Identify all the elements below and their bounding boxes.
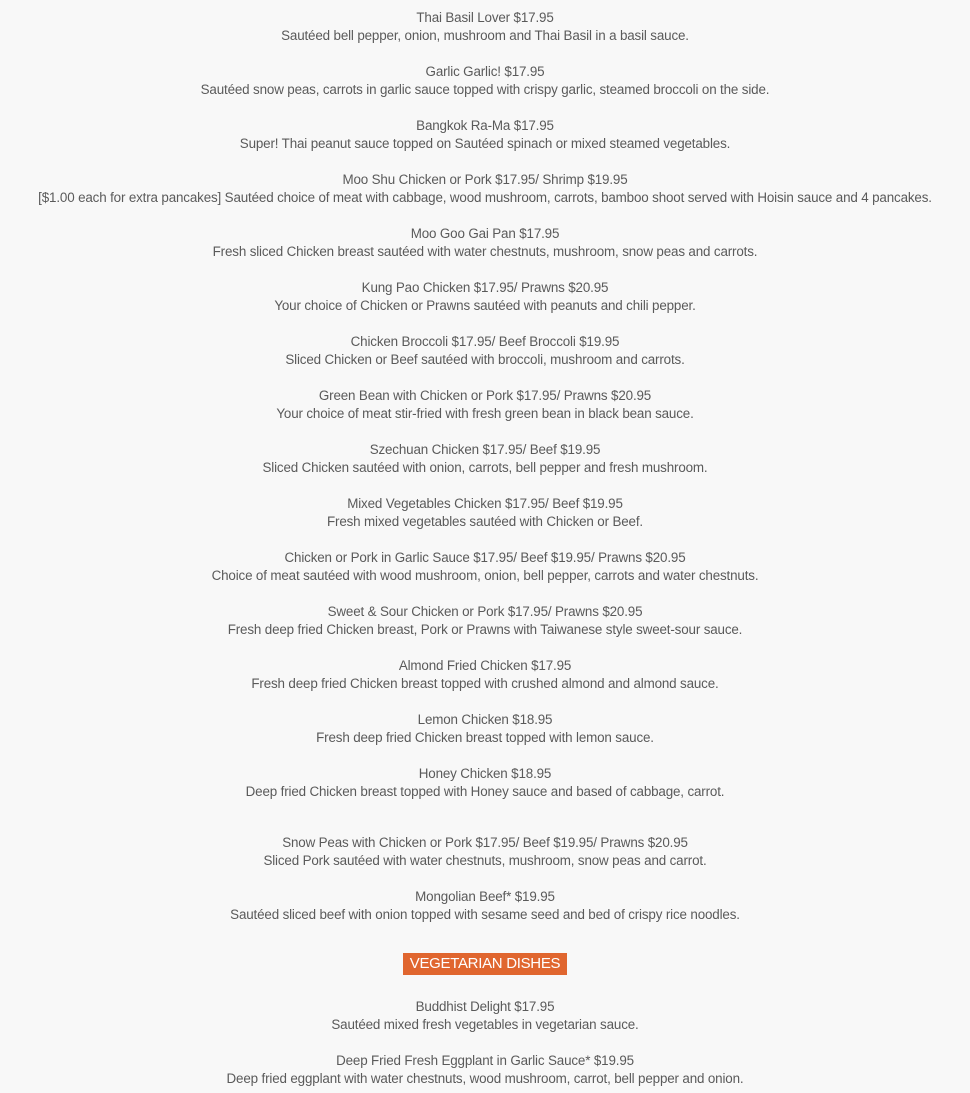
menu-item-description: Sliced Chicken sautéed with onion, carrots, bell pepper and fresh mushroom. (262, 460, 708, 475)
menu-item-title: Kung Pao Chicken $17.95/ Prawns $20.95 (361, 280, 609, 295)
menu-item-title: Thai Basil Lover $17.95 (416, 10, 554, 25)
menu-item-title: Mongolian Beef* $19.95 (415, 889, 555, 904)
menu-item-description: Fresh deep fried Chicken breast topped with lemon sauce. (316, 730, 654, 745)
menu-item-description: Choice of meat sautéed with wood mushroom, onion, bell pepper, carrots and water chestnuts. (211, 568, 759, 583)
menu-item-title: Szechuan Chicken $17.95/ Beef $19.95 (369, 442, 601, 457)
menu-item-description: Sliced Chicken or Beef sautéed with broccoli, mushroom and carrots. (285, 352, 685, 367)
menu-item-description: Sautéed snow peas, carrots in garlic sauce topped with crispy garlic, steamed broccoli on the side. (200, 82, 770, 97)
menu-item-buddhist-delight (0, 998, 970, 1034)
menu-item-description: Fresh deep fried Chicken breast topped with crushed almond and almond sauce. (251, 676, 719, 691)
menu-item-szechuan-chicken (0, 441, 970, 477)
menu-item-thai-basil-lover (0, 9, 970, 45)
menu-item-description: Super! Thai peanut sauce topped on Sautéed spinach or mixed steamed vegetables. (239, 136, 731, 151)
menu-item-title: Honey Chicken $18.95 (418, 766, 552, 781)
menu-item-title: Chicken Broccoli $17.95/ Beef Broccoli $19.95 (350, 334, 620, 349)
menu-item-description: Fresh mixed vegetables sautéed with Chicken or Beef. (327, 514, 643, 529)
menu-item-description: Fresh deep fried Chicken breast, Pork or Prawns with Taiwanese style sweet-sour sauce. (227, 622, 743, 637)
menu-item-description: Your choice of Chicken or Prawns sautéed with peanuts and chili pepper. (274, 298, 696, 313)
menu-item-mixed-vegetables-chicken (0, 495, 970, 531)
menu-item-description: Sautéed sliced beef with onion topped with sesame seed and bed of crispy rice noodles. (230, 907, 740, 922)
menu-item-description: Sautéed bell pepper, onion, mushroom and Thai Basil in a basil sauce. (281, 28, 689, 43)
menu-item-mongolian-beef (0, 888, 970, 924)
menu-item-description: [$1.00 each for extra pancakes] Sautéed choice of meat with cabbage, wood mushroom, carrots, bamboo shoot served with Hoisin sauce and 4 pancakes. (38, 190, 932, 205)
menu-item-title: Garlic Garlic! $17.95 (425, 64, 545, 79)
menu-item-sweet-sour (0, 603, 970, 639)
menu-item-description: Deep fried Chicken breast topped with Honey sauce and based of cabbage, carrot. (245, 784, 725, 799)
menu-item-title: Moo Goo Gai Pan $17.95 (410, 226, 560, 241)
menu-item-title: Sweet & Sour Chicken or Pork $17.95/ Prawns $20.95 (327, 604, 643, 619)
menu-item-title: Green Bean with Chicken or Pork $17.95/ Prawns $20.95 (318, 388, 652, 403)
menu-item-moo-goo-gai-pan (0, 225, 970, 261)
menu-item-title: Buddhist Delight $17.95 (415, 999, 555, 1014)
menu-item-title: Mixed Vegetables Chicken $17.95/ Beef $19.95 (347, 496, 623, 511)
menu-item-title: Almond Fried Chicken $17.95 (398, 658, 572, 673)
menu-item-garlic-sauce (0, 549, 970, 585)
menu-item-bangkok-ra-ma (0, 117, 970, 153)
menu-item-deep-fried-eggplant (0, 1052, 970, 1088)
menu-item-title: Chicken or Pork in Garlic Sauce $17.95/ Beef $19.95/ Prawns $20.95 (284, 550, 686, 565)
menu-item-description: Deep fried eggplant with water chestnuts, wood mushroom, carrot, bell pepper and onion. (226, 1071, 744, 1086)
menu-item-title: Lemon Chicken $18.95 (417, 712, 553, 727)
menu-item-snow-peas (0, 834, 970, 870)
menu-item-title: Deep Fried Fresh Eggplant in Garlic Sauce* $19.95 (336, 1053, 634, 1068)
vegetarian-section-header: VEGETARIAN DISHES (403, 953, 567, 975)
menu-item-chicken-broccoli (0, 333, 970, 369)
menu-item-kung-pao-chicken (0, 279, 970, 315)
menu-item-description: Your choice of meat stir-fried with fresh green bean in black bean sauce. (276, 406, 694, 421)
menu-item-honey-chicken (0, 765, 970, 801)
menu-item-lemon-chicken (0, 711, 970, 747)
menu-item-green-bean (0, 387, 970, 423)
menu-item-almond-fried-chicken (0, 657, 970, 693)
menu-item-title: Moo Shu Chicken or Pork $17.95/ Shrimp $19.95 (342, 172, 628, 187)
menu-item-moo-shu (0, 171, 970, 207)
menu-item-garlic-garlic (0, 63, 970, 99)
menu-item-description: Fresh sliced Chicken breast sautéed with water chestnuts, mushroom, snow peas and carrots. (212, 244, 758, 259)
menu-item-title: Snow Peas with Chicken or Pork $17.95/ Beef $19.95/ Prawns $20.95 (282, 835, 688, 850)
menu-item-title: Bangkok Ra-Ma $17.95 (416, 118, 554, 133)
menu-item-description: Sautéed mixed fresh vegetables in vegetarian sauce. (331, 1017, 639, 1032)
menu-item-description: Sliced Pork sautéed with water chestnuts, mushroom, snow peas and carrot. (263, 853, 707, 868)
